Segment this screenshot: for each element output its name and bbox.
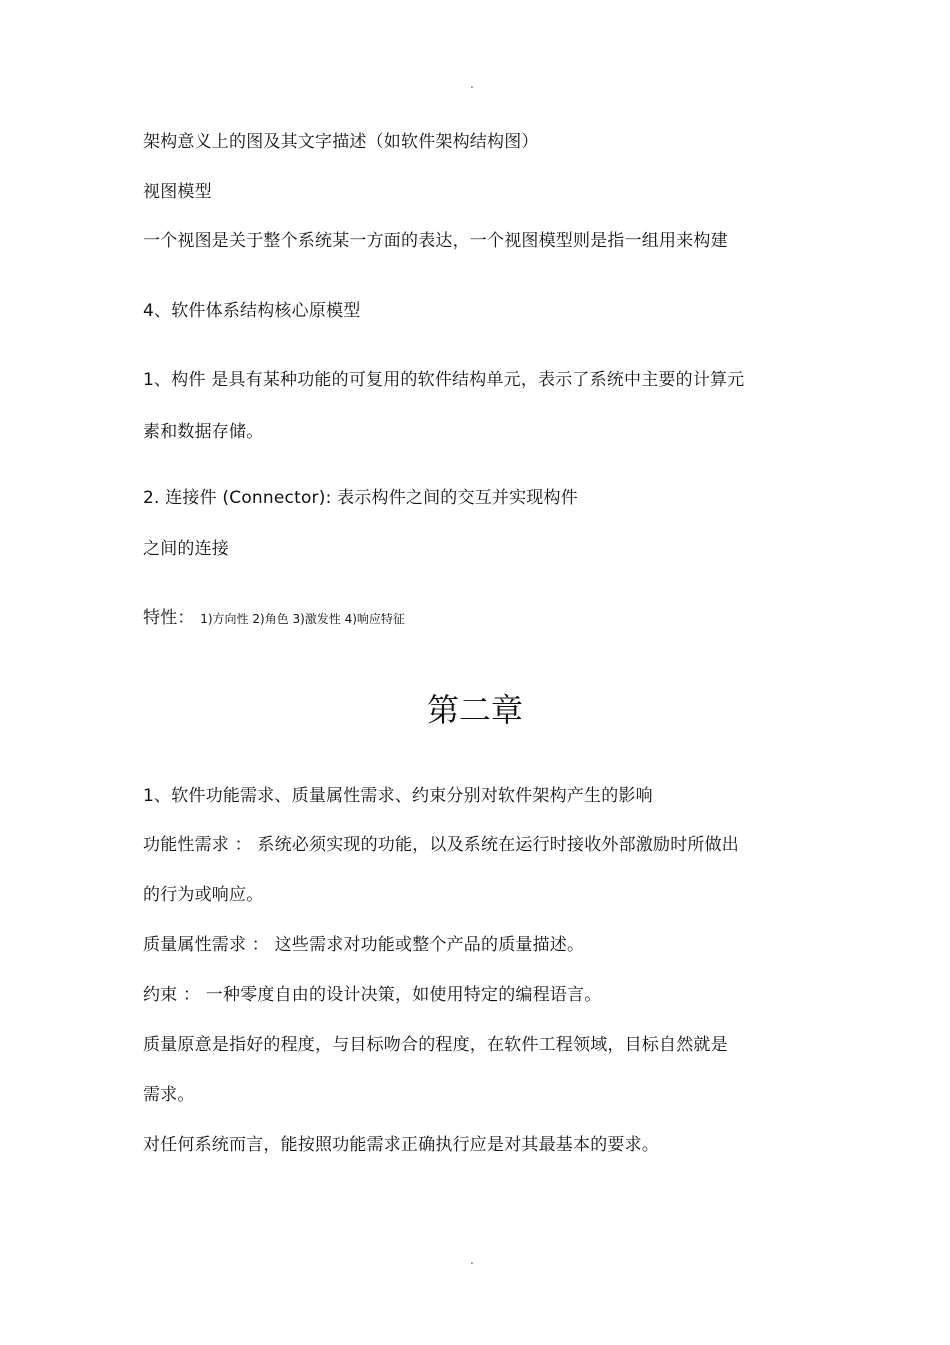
footer-mark: . xyxy=(470,1253,474,1267)
header-mark: . xyxy=(470,77,474,91)
text-line-quality-meaning: 质量原意是指好的程度，与目标吻合的程度，在软件工程领域，目标自然就是 xyxy=(143,1035,728,1055)
text-line-architecture-diagram: 架构意义上的图及其文字描述（如软件架构结构图） xyxy=(143,132,539,152)
text-line-connector: 2. 连接件 (Connector): 表示构件之间的交互并实现构件 xyxy=(143,488,578,508)
text-line-connector-cont: 之间的连接 xyxy=(143,539,229,559)
properties-label: 特性： xyxy=(143,608,195,628)
text-line-properties xyxy=(143,607,405,630)
text-line-core-model: 4、软件体系结构核心原模型 xyxy=(143,301,361,321)
text-line-view-model: 视图模型 xyxy=(143,182,212,202)
text-line-constraint: 约束 ： 一种零度自由的设计决策，如使用特定的编程语言。 xyxy=(143,985,602,1005)
text-line-basic-requirement: 对任何系统而言，能按照功能需求正确执行应是对其最基本的要求。 xyxy=(143,1135,659,1155)
text-line-functional-req: 功能性需求 ： 系统必须实现的功能，以及系统在运行时接收外部激励时所做出 xyxy=(143,835,740,855)
text-line-quality-req: 质量属性需求 ： 这些需求对功能或整个产品的质量描述。 xyxy=(143,935,585,955)
chapter-title: 第二章 xyxy=(426,691,523,729)
text-line-quality-meaning-cont: 需求。 xyxy=(143,1085,195,1105)
text-line-view-definition: 一个视图是关于整个系统某一方面的表达，一个视图模型则是指一组用来构建 xyxy=(143,231,728,251)
text-line-requirements-impact: 1、软件功能需求、质量属性需求、约束分别对软件架构产生的影响 xyxy=(143,786,653,806)
text-line-component-cont: 素和数据存储。 xyxy=(143,422,264,442)
text-line-functional-req-cont: 的行为或响应。 xyxy=(143,885,264,905)
properties-items: 1)方向性 2)角色 3)激发性 4)响应特征 xyxy=(200,612,405,626)
text-line-component: 1、构件 是具有某种功能的可复用的软件结构单元，表示了系统中主要的计算元 xyxy=(143,370,745,390)
